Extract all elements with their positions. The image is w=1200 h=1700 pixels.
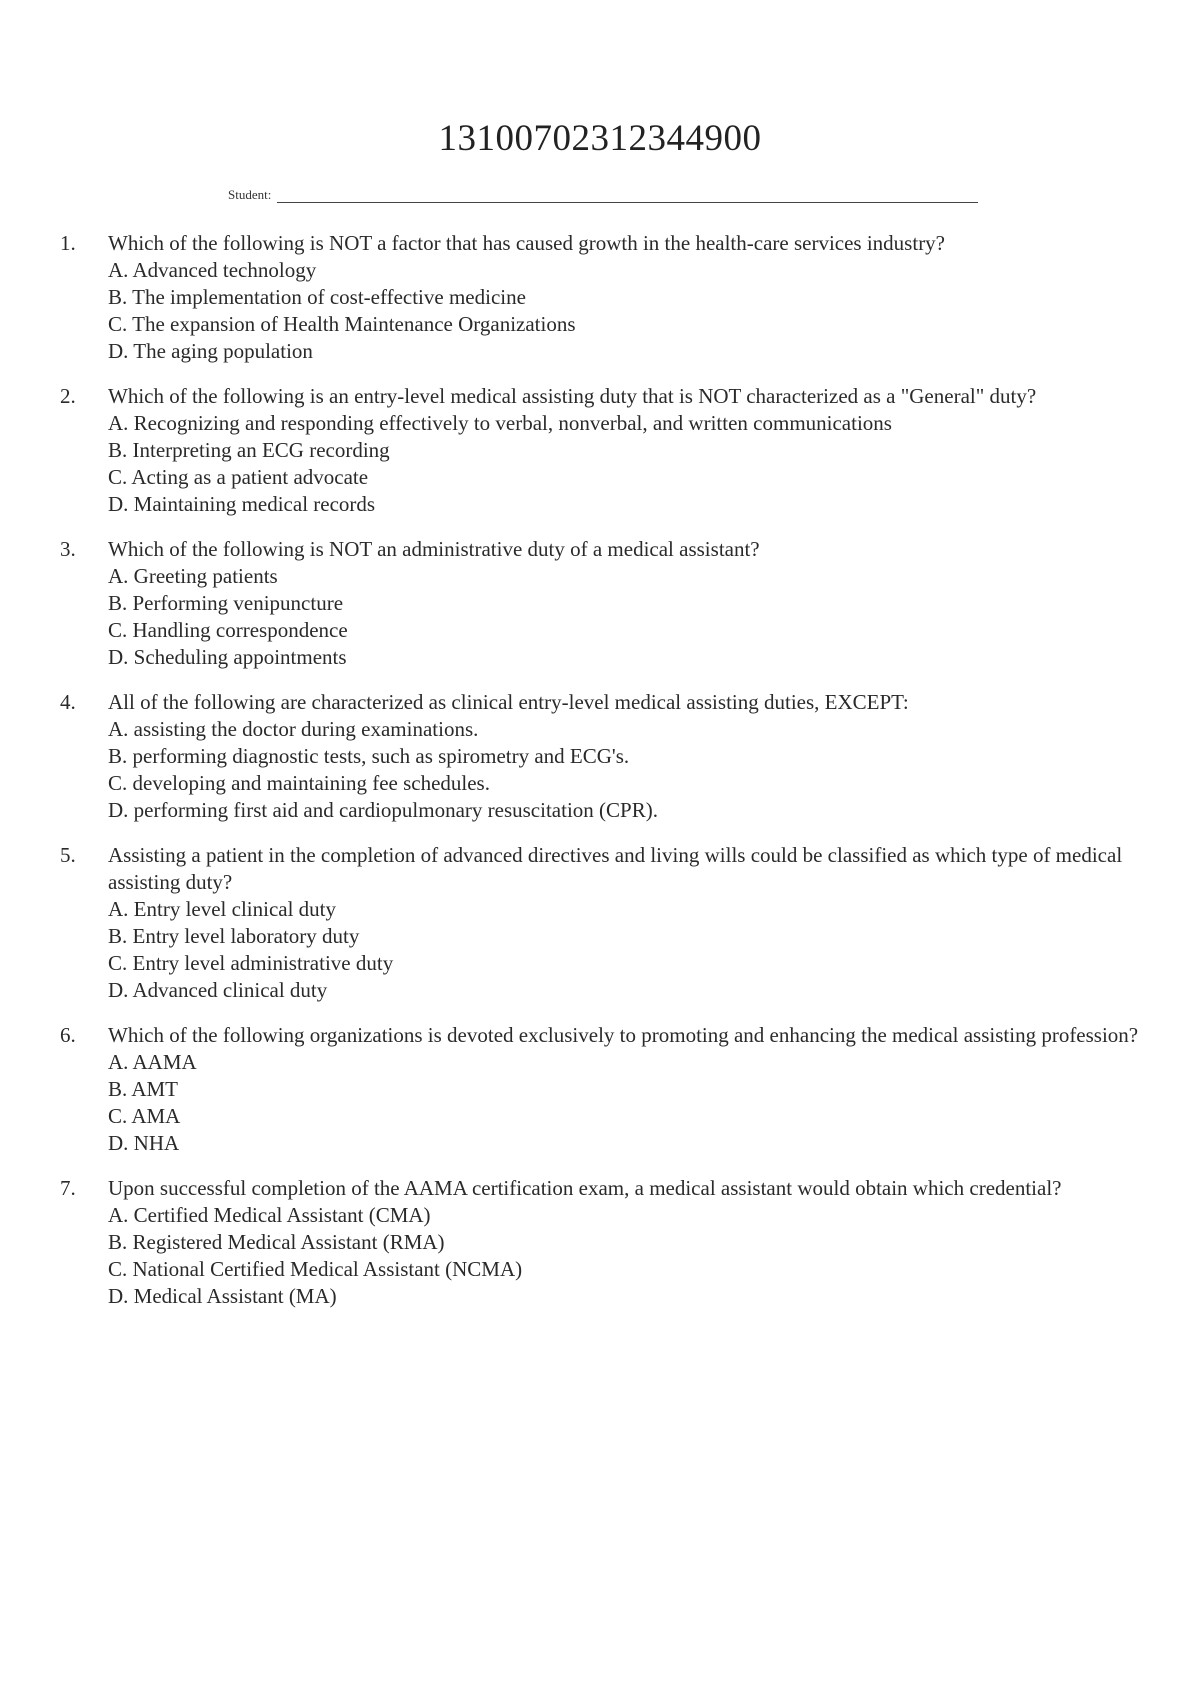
question-text: Assisting a patient in the completion of advanced directives and living wills could be classified as which type of medical assisting duty? xyxy=(108,843,1123,894)
answer-option: B. Registered Medical Assistant (RMA) xyxy=(108,1230,445,1254)
question-item xyxy=(60,689,1140,824)
answer-option: B. Interpreting an ECG recording xyxy=(108,438,390,462)
answer-options xyxy=(108,896,1140,1004)
answer-option: A. Entry level clinical duty xyxy=(108,897,337,921)
answer-option: D. Advanced clinical duty xyxy=(108,978,328,1002)
answer-option: B. performing diagnostic tests, such as spirometry and ECG's. xyxy=(108,744,630,768)
answer-option: D. The aging population xyxy=(108,339,313,363)
answer-option: A. AAMA xyxy=(108,1050,197,1074)
answer-option: C. AMA xyxy=(108,1104,181,1128)
question-item xyxy=(60,1175,1140,1310)
question-number: 6. xyxy=(60,1023,76,1047)
student-name-row xyxy=(228,187,978,203)
answer-option: B. AMT xyxy=(108,1077,179,1101)
question-text: All of the following are characterized as clinical entry-level medical assisting duties, EXCEPT: xyxy=(108,690,909,714)
answer-option: D. NHA xyxy=(108,1131,180,1155)
question-item xyxy=(60,230,1140,365)
question-item xyxy=(60,383,1140,518)
question-item xyxy=(60,1022,1140,1157)
question-number: 5. xyxy=(60,843,76,867)
answer-options xyxy=(108,563,1140,671)
answer-options xyxy=(108,716,1140,824)
document-title: 13100702312344900 xyxy=(438,118,762,159)
question-body xyxy=(108,689,1140,824)
question-text: Which of the following is NOT an administrative duty of a medical assistant? xyxy=(108,537,760,561)
question-number: 7. xyxy=(60,1176,76,1200)
answer-options xyxy=(108,1049,1140,1157)
question-body xyxy=(108,842,1140,1004)
student-name-line xyxy=(277,188,978,203)
answer-option: D. Maintaining medical records xyxy=(108,492,376,516)
question-number: 2. xyxy=(60,384,76,408)
question-text: Upon successful completion of the AAMA certification exam, a medical assistant would obtain which credential? xyxy=(108,1176,1062,1200)
answer-options xyxy=(108,410,1140,518)
question-text: Which of the following organizations is devoted exclusively to promoting and enhancing the medical assisting profession? xyxy=(108,1023,1139,1047)
question-text: Which of the following is an entry-level medical assisting duty that is NOT characterized as a "General" duty? xyxy=(108,384,1037,408)
answer-option: C. National Certified Medical Assistant (NCMA) xyxy=(108,1257,523,1281)
answer-option: D. Scheduling appointments xyxy=(108,645,347,669)
answer-options xyxy=(108,1202,1140,1310)
question-body xyxy=(108,1022,1140,1157)
answer-option: C. developing and maintaining fee schedules. xyxy=(108,771,490,795)
answer-option: B. Entry level laboratory duty xyxy=(108,924,360,948)
answer-option: B. The implementation of cost-effective medicine xyxy=(108,285,526,309)
question-number: 4. xyxy=(60,690,76,714)
answer-option: A. Recognizing and responding effectively to verbal, nonverbal, and written communications xyxy=(108,411,892,435)
question-item xyxy=(60,536,1140,671)
answer-options xyxy=(108,257,1140,365)
answer-option: B. Performing venipuncture xyxy=(108,591,344,615)
question-body xyxy=(108,1175,1140,1310)
question-text: Which of the following is NOT a factor that has caused growth in the health-care services industry? xyxy=(108,231,946,255)
question-body xyxy=(108,230,1140,365)
question-item xyxy=(60,842,1140,1004)
answer-option: A. Certified Medical Assistant (CMA) xyxy=(108,1203,431,1227)
answer-option: A. Greeting patients xyxy=(108,564,278,588)
answer-option: C. The expansion of Health Maintenance Organizations xyxy=(108,312,576,336)
question-number: 1. xyxy=(60,231,76,255)
question-body xyxy=(108,536,1140,671)
student-label: Student: xyxy=(228,187,272,202)
answer-option: D. performing first aid and cardiopulmonary resuscitation (CPR). xyxy=(108,798,658,822)
answer-option: D. Medical Assistant (MA) xyxy=(108,1284,337,1308)
answer-option: C. Entry level administrative duty xyxy=(108,951,394,975)
answer-option: C. Handling correspondence xyxy=(108,618,348,642)
question-list xyxy=(60,230,1140,1328)
answer-option: A. Advanced technology xyxy=(108,258,317,282)
answer-option: A. assisting the doctor during examinations. xyxy=(108,717,479,741)
answer-option: C. Acting as a patient advocate xyxy=(108,465,369,489)
question-body xyxy=(108,383,1140,518)
question-number: 3. xyxy=(60,537,76,561)
